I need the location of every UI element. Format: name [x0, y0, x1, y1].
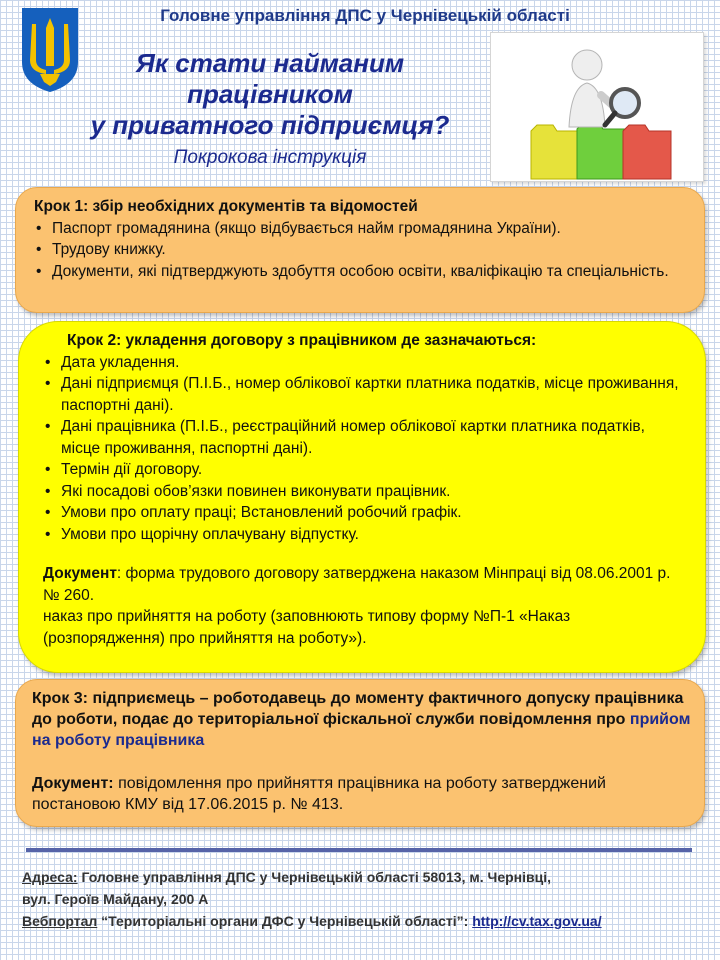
portal-link[interactable]: http://cv.tax.gov.ua/ [472, 913, 602, 929]
step-3-heading-text: підприємець – роботодавець до моменту фактичного допуску працівника до роботи, подає до територіальної фіскальної служби повідомлення про [32, 690, 684, 728]
list-item: • Документи, які підтверджують здобуття особою освіти, кваліфікацію та спеціальність. [34, 261, 694, 283]
document-label: Документ [43, 565, 117, 582]
organization-title: Головне управління ДПС у Чернівецькій області [160, 6, 570, 25]
list-item: • Дані працівника (П.І.Б., реєстраційний номер облікової картки платника податків, місце проживання, паспортні дані). [43, 416, 683, 459]
step-2-heading: Крок 2: укладення договору з працівником де зазначаються: [67, 332, 537, 349]
list-item: • Дані підприємця (П.І.Б., номер облікової картки платника податків, місце проживання, паспортні дані). [43, 373, 683, 416]
document-label: Документ: [32, 775, 114, 792]
list-item: • Які посадові обов’язки повинен виконувати працівник. [43, 481, 683, 503]
page-title [60, 48, 480, 141]
footer-address-line-2: вул. Героїв Майдану, 200 А [22, 891, 209, 907]
document-text-2: наказ про прийняття на роботу (заповнюють типову форму №П-1 «Наказ (розпорядження) про прийняття на роботу»). [43, 608, 571, 647]
page-title-line-2: працівником [187, 79, 353, 109]
footer-address [22, 866, 712, 888]
step-2-box [18, 321, 706, 673]
list-item: • Умови про щорічну оплачувану відпустку. [43, 524, 683, 546]
step-1-list [34, 218, 694, 283]
address-text: Головне управління ДПС у Чернівецькій області 58013, м. Чернівці, [77, 869, 552, 885]
step-2-list [43, 352, 683, 546]
step-2-document [43, 563, 683, 649]
step-1-heading: Крок 1: збір необхідних документів та відомостей [34, 198, 418, 215]
page-subtitle: Покрокова інструкція [173, 147, 367, 168]
divider [26, 848, 692, 852]
step-3-box [15, 679, 705, 827]
list-item: • Трудову книжку. [34, 239, 694, 261]
footer-portal [22, 910, 712, 932]
step-3-heading [32, 688, 692, 751]
page-title-line-3: у приватного підприємця? [90, 110, 450, 140]
step-3-document [32, 773, 692, 815]
list-item: • Паспорт громадянина (якщо відбувається найм громадянина України). [34, 218, 694, 240]
footer [22, 866, 712, 932]
portal-text: “Територіальні органи ДФС у Чернівецькій області”: [97, 913, 473, 929]
person-with-magnifier-and-folders-icon [490, 32, 704, 182]
page-title-line-1: Як стати найманим [135, 48, 405, 78]
list-item: • Термін дії договору. [43, 459, 683, 481]
document-text: повідомлення про прийняття працівника на роботу затверджений постановою КМУ від 17.06.2015 р. № 413. [32, 775, 606, 813]
step-3-heading-label: Крок 3: [32, 690, 93, 707]
portal-label: Вебпортал [22, 913, 98, 929]
list-item: • Дата укладення. [43, 352, 683, 374]
document-text: : форма трудового договору затверджена наказом Мінпраці від 08.06.2001 р. № 260. [43, 565, 671, 604]
list-item: • Умови про оплату праці; Встановлений робочий графік. [43, 502, 683, 524]
step-1-box [15, 187, 705, 313]
step-3-heading-highlight: прийом на роботу працівника [32, 711, 691, 749]
address-label: Адреса: [22, 869, 78, 885]
